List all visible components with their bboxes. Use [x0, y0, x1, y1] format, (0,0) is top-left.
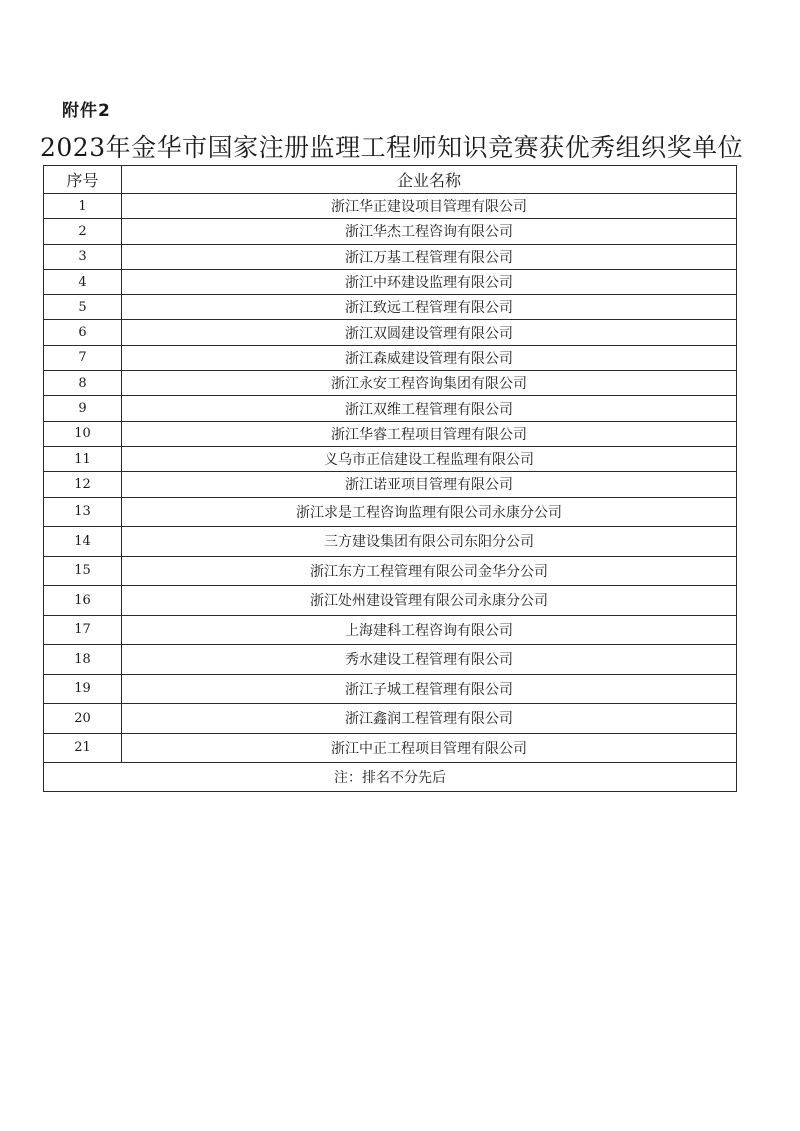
table-header-row	[44, 166, 737, 194]
table-row	[44, 446, 737, 471]
row-number: 2	[44, 219, 122, 244]
table-row	[44, 497, 737, 527]
row-number: 3	[44, 244, 122, 269]
company-name: 浙江华正建设项目管理有限公司	[122, 194, 737, 219]
table-row	[44, 556, 737, 586]
company-name: 秀水建设工程管理有限公司	[122, 645, 737, 675]
company-name: 浙江双维工程管理有限公司	[122, 396, 737, 421]
company-name: 浙江鑫润工程管理有限公司	[122, 704, 737, 734]
row-number: 7	[44, 345, 122, 370]
table-row	[44, 472, 737, 497]
row-number: 21	[44, 733, 122, 763]
ranking-note: 注：排名不分先后	[44, 763, 737, 792]
row-number: 17	[44, 615, 122, 645]
row-number: 12	[44, 472, 122, 497]
row-number: 14	[44, 527, 122, 557]
column-header-company: 企业名称	[122, 166, 737, 194]
table-row	[44, 674, 737, 704]
table-row	[44, 269, 737, 294]
company-name: 浙江华睿工程项目管理有限公司	[122, 421, 737, 446]
table-row	[44, 527, 737, 557]
company-name: 浙江中正工程项目管理有限公司	[122, 733, 737, 763]
row-number: 11	[44, 446, 122, 471]
company-name: 浙江处州建设管理有限公司永康分公司	[122, 586, 737, 616]
company-name: 浙江万基工程管理有限公司	[122, 244, 737, 269]
row-number: 15	[44, 556, 122, 586]
company-name: 浙江子城工程管理有限公司	[122, 674, 737, 704]
company-name: 浙江中环建设监理有限公司	[122, 269, 737, 294]
document-title: 2023年金华市国家注册监理工程师知识竞赛获优秀组织奖单位	[40, 133, 744, 162]
table-row	[44, 733, 737, 763]
note-row	[44, 763, 737, 792]
row-number: 19	[44, 674, 122, 704]
table-row	[44, 320, 737, 345]
row-number: 20	[44, 704, 122, 734]
company-name: 浙江求是工程咨询监理有限公司永康分公司	[122, 497, 737, 527]
table-row	[44, 645, 737, 675]
row-number: 10	[44, 421, 122, 446]
table-row	[44, 396, 737, 421]
table-row	[44, 371, 737, 396]
column-header-number: 序号	[44, 166, 122, 194]
company-name: 义乌市正信建设工程监理有限公司	[122, 446, 737, 471]
company-name: 浙江森威建设管理有限公司	[122, 345, 737, 370]
table-row	[44, 219, 737, 244]
table-row	[44, 345, 737, 370]
company-name: 浙江东方工程管理有限公司金华分公司	[122, 556, 737, 586]
company-name: 浙江永安工程咨询集团有限公司	[122, 371, 737, 396]
table-row	[44, 421, 737, 446]
table-row	[44, 704, 737, 734]
company-name: 浙江双圆建设管理有限公司	[122, 320, 737, 345]
table-row	[44, 194, 737, 219]
company-name: 浙江华杰工程咨询有限公司	[122, 219, 737, 244]
row-number: 5	[44, 295, 122, 320]
company-name: 三方建设集团有限公司东阳分公司	[122, 527, 737, 557]
row-number: 9	[44, 396, 122, 421]
table-row	[44, 586, 737, 616]
row-number: 8	[44, 371, 122, 396]
row-number: 4	[44, 269, 122, 294]
row-number: 1	[44, 194, 122, 219]
attachment-label: 附件2	[62, 101, 111, 121]
table-row	[44, 295, 737, 320]
company-name: 浙江诺亚项目管理有限公司	[122, 472, 737, 497]
award-table	[43, 165, 737, 792]
row-number: 16	[44, 586, 122, 616]
company-name: 浙江致远工程管理有限公司	[122, 295, 737, 320]
row-number: 13	[44, 497, 122, 527]
company-name: 上海建科工程咨询有限公司	[122, 615, 737, 645]
table-row	[44, 615, 737, 645]
row-number: 18	[44, 645, 122, 675]
table-row	[44, 244, 737, 269]
row-number: 6	[44, 320, 122, 345]
